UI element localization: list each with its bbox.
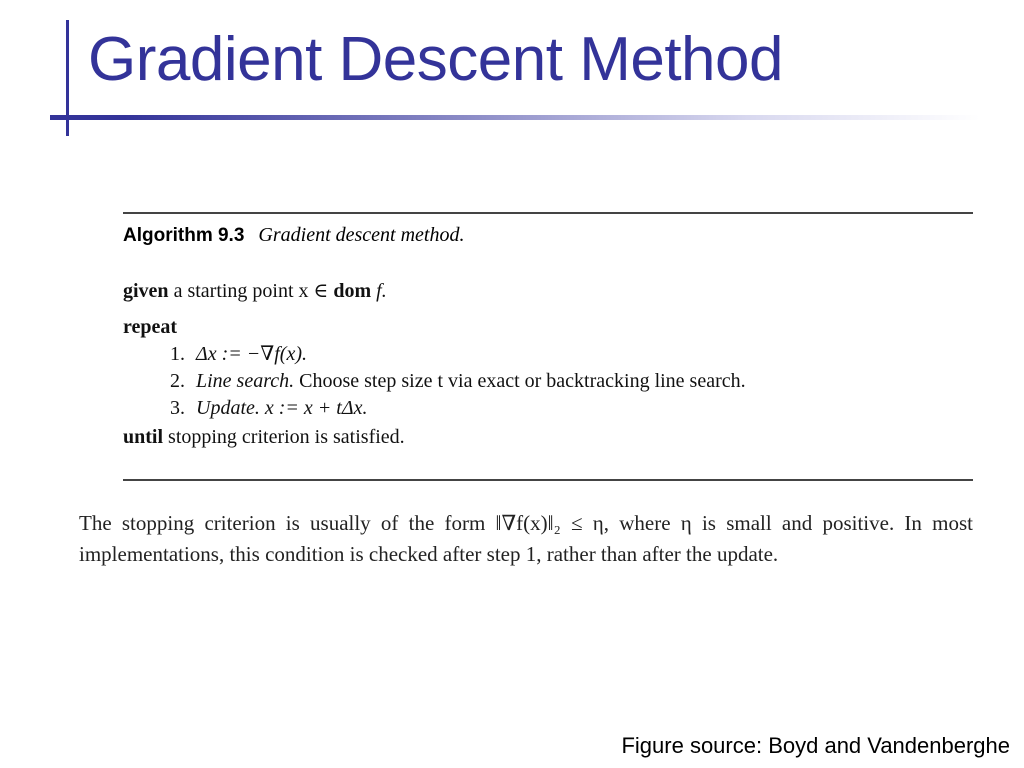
- step-name: Line search.: [196, 370, 295, 392]
- algorithm-given-line: [123, 278, 387, 304]
- algorithm-step-3: [170, 395, 367, 421]
- algorithm-step-1: [170, 341, 307, 367]
- algorithm-repeat-line: [123, 314, 177, 340]
- step-text: Δx := −∇f(x).: [196, 343, 307, 365]
- algorithm-header: [123, 222, 464, 249]
- given-function: f.: [371, 280, 387, 302]
- step-text: Choose step size t via exact or backtracking line search.: [294, 370, 746, 392]
- step-number: 1.: [170, 343, 185, 365]
- given-dom: dom: [333, 280, 372, 302]
- figure-source-caption: Figure source: Boyd and Vandenberghe: [621, 733, 1010, 758]
- algorithm-name: Gradient descent method.: [258, 224, 465, 246]
- algorithm-step-2: [170, 368, 746, 394]
- given-text: a starting point x ∈: [173, 280, 334, 302]
- algorithm-until-line: [123, 424, 405, 450]
- step-text: x := x + tΔx.: [259, 397, 368, 419]
- algorithm-top-rule: [123, 212, 973, 214]
- stopping-criterion-paragraph: The stopping criterion is usually of the form ‖∇f(x)‖₂ ≤ η, where η is small and positive. In most implementations, this condition is checked after step 1, rather than after the update.: [79, 511, 973, 566]
- slide-title: Gradient Descent Method: [88, 25, 783, 94]
- step-number: 3.: [170, 397, 185, 419]
- step-name: Update.: [196, 397, 260, 419]
- step-number: 2.: [170, 370, 185, 392]
- algorithm-label: Algorithm 9.3: [123, 225, 245, 246]
- title-underline: [50, 115, 980, 120]
- repeat-keyword: repeat: [123, 316, 178, 338]
- algorithm-bottom-rule: [123, 479, 973, 481]
- until-keyword: until: [123, 426, 164, 448]
- given-keyword: given: [123, 280, 169, 302]
- until-text: stopping criterion is satisfied.: [163, 426, 405, 448]
